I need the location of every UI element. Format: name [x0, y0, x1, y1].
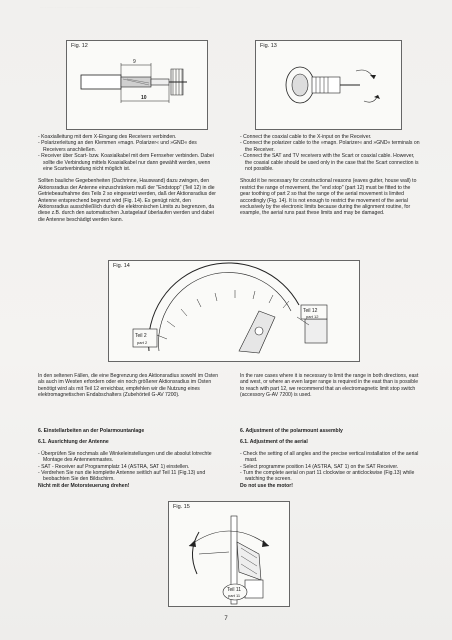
german-subsection-heading: 6.1. Ausrichtung der Antenne — [38, 439, 109, 446]
figure-14 — [108, 260, 360, 362]
figure-14-label: Fig. 14 — [113, 263, 130, 269]
list-item: - Koaxialleitung mit dem X-Eingang des Receivers verbinden. — [38, 134, 220, 140]
german-section-6 — [38, 428, 220, 494]
english-section-heading: 6. Adjustment of the polarmount assembly — [240, 428, 343, 434]
german-section-heading: 6. Einstellarbeiten an der Polarmountanlage — [38, 428, 145, 434]
german-rare-cases-text — [38, 373, 220, 404]
list-item: - Connect the SAT and TV receivers with the Scart or coaxial cable. However, the coaxial cable should be used only in the case that the Scart connection is not possible. — [240, 153, 420, 172]
list-item: - Connect the polarizer cable to the »magn. Polarizer« and »GND« terminals on the Receiver. — [240, 140, 420, 153]
english-subsection-heading: 6.1. Adjustment of the aerial — [240, 439, 308, 446]
figure-15-label: Fig. 15 — [173, 504, 190, 510]
dimension-9-label: 9 — [133, 59, 136, 65]
english-rare-cases-paragraph: In the rare cases where it is necessary to limit the range in both directions, east and west, or where an even larger range is required in the east than is possible to reach with part 12, we recommend that an electromagnetic limit stop switch (accessory G-AV 7200) is used. — [240, 373, 419, 399]
figure-12-label: Fig. 12 — [71, 43, 88, 49]
figure-13 — [255, 40, 402, 130]
part-2-label-en: part 2 — [137, 340, 148, 345]
figure-12 — [66, 40, 208, 130]
german-motor-warning: Nicht mit der Motorsteuerung drehen! — [38, 482, 130, 489]
english-endstop-paragraph: Should it be necessary for constructional reasons (eaves gutter, house wall) to restrict the range of movement, the "end stop" (part 12) must be fitted to the gear toothing of part 2 so that the range of the aerial movement is limited accordingly (Fig. 14). It is not enough to restrict the movement of the aerial exclusively by the electronic limits because during the alignment routine, for example, the aerial runs past these limits and may be damaged. — [240, 178, 417, 217]
english-adjustment-list — [240, 451, 420, 483]
part-12-label-en: part 12 — [306, 314, 319, 319]
polarmount-drawing — [169, 502, 289, 606]
coax-cable-drawing — [67, 41, 207, 129]
list-item: - Überprüfen Sie nochmals alle Winkeleinstellungen und die absolut lotrechte Montage des Antennenmastes. — [38, 451, 220, 464]
english-connection-list — [240, 134, 420, 172]
list-item: - Verdrehen Sie nun die komplette Antenne seitlich auf Teil 11 (Fig.13) und beobachten Sie den Bildschirm. — [38, 470, 220, 483]
bleed-through-text: ................................................................................................................................................ — [40, 4, 201, 9]
gear-endstop-drawing — [109, 261, 359, 361]
list-item: - Turn the complete aerial on part 11 clockwise or anticlockwise (Fig.13) while watching the screen. — [240, 470, 420, 483]
english-section-6 — [240, 428, 420, 494]
list-item: - Receiver über Scart- bzw. Koaxialkabel mit dem Fernseher verbinden. Dabei sollte die Verbindung mittels Koaxialkabel nur dann gewählt werden, wenn eine Scartverbindung nicht möglich ist. — [38, 153, 220, 172]
german-endstop-paragraph: Sollten bauliche Gegebenheiten (Dachrinne, Hauswand) dazu zwingen, den Aktionsradius der Antenne einzuschränken muß der "Endstopp" (Teil 12) in die Getriebeaufnahme des Teils 2 so eingesetzt werden, daß der Aktionsradius der Antenne entsprechend begrenzt wird (Fig. 14). Es genügt nicht, den Aktionsradius ausschließlich durch die elektronischen Limits zu begrenzen, da diese z.B. durch den automatischen Justagelauf überlaufen werden und dabei die Antenne beschädigt werden kann. — [38, 178, 217, 223]
german-adjustment-list — [38, 451, 220, 483]
list-item: - Polarizerleitung an den Klemmen »magn. Polarizer« und »GND« des Receivers anschließen. — [38, 140, 220, 153]
figure-15 — [168, 501, 290, 607]
page-number: 7 — [224, 616, 228, 622]
german-connection-text — [38, 134, 220, 228]
list-item: - Connect the coaxial cable to the X-input on the Receiver. — [240, 134, 420, 140]
part-2-label: Teil 2 — [135, 333, 147, 339]
part-11-label-en: part 11 — [228, 593, 241, 598]
connector-drawing — [256, 41, 401, 129]
english-connection-text — [240, 134, 420, 222]
list-item: - Select programme position 14 (ASTRA, SAT 1) on the SAT Receiver. — [240, 464, 420, 470]
part-12-label: Teil 12 — [303, 308, 318, 314]
part-11-label: Teil 11 — [227, 587, 242, 593]
english-rare-cases-text — [240, 373, 420, 404]
list-item: - Check the setting of all angles and the precise vertical installation of the aerial mast. — [240, 451, 420, 464]
list-item: - SAT - Receiver auf Programmplatz 14 (ASTRA, SAT 1) einstellen. — [38, 464, 220, 470]
english-motor-warning: Do not use the motor! — [240, 482, 293, 489]
german-rare-cases-paragraph: In den seltenen Fällen, die eine Begrenzung des Aktionsradius sowohl im Osten als auch im Westen erfordern oder ein noch größerer Aktionsradius im Osten benötigt wird als mit Teil 12 erreichbar, empfehlen wir die Nutzung eines elektromagnetischen Endabschalters (Zubehörteil G-AV 7200). — [38, 373, 219, 399]
dimension-10-label: 10 — [141, 95, 147, 101]
figure-13-label: Fig. 13 — [260, 43, 277, 49]
german-connection-list — [38, 134, 220, 172]
